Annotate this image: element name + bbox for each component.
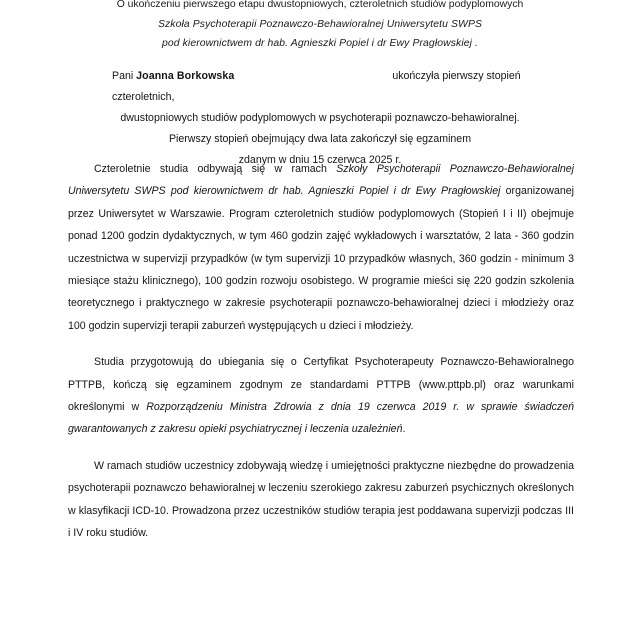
paragraph-competencies bbox=[68, 455, 574, 545]
recipient-block bbox=[68, 66, 572, 171]
recipient-program-line: dwustopniowych studiów podyplomowych w psychoterapii poznawczo-behawioralnej. bbox=[120, 112, 520, 124]
p1-segment-italic: Szkoły Psychoterapii Poznawczo-Behawioralnej Uniwersytetu SWPS pod kierownictwem dr hab. Agnieszki Popiel i dr Ewy Pragłowskiej bbox=[68, 163, 574, 198]
document-header bbox=[68, 0, 572, 54]
paragraph-program-description bbox=[68, 158, 574, 337]
header-line-directors: pod kierownictwem dr hab. Agnieszki Popiel i dr Ewy Pragłowskiej . bbox=[161, 38, 479, 49]
p1-segment-1: Czteroletnie studia odbywają się w ramach bbox=[94, 163, 337, 175]
header-line-school: Szkoła Psychoterapii Poznawczo-Behawioralnej Uniwersytetu SWPS bbox=[157, 18, 483, 30]
p2-segment-3: . bbox=[402, 423, 406, 436]
header-line-subject: O ukończeniu pierwszego etapu dwustopniowych, czteroletnich studiów podyplomowych bbox=[116, 0, 524, 10]
p2-segment-italic: Rozporządzeniu Ministra Zdrowia z dnia 19 czerwca 2019 r. w sprawie świadczeń gwarantowanych z zakresu opieki psychiatrycznej i leczenia uzależnień bbox=[68, 401, 574, 436]
paragraph-certification bbox=[68, 351, 574, 441]
p1-segment-3: organizowanej przez Uniwersytet w Warszawie. Program czteroletnich studiów podyplomowych (Stopień I i II) obejmuje ponad 1200 godzin dydaktycznych, w tym 460 godzin zajęć wykładowych i warsztatów, 2 lata - 360 godzin uczestnictwa w supervizji przypadków (w tym supervizji 10 przypadków własnych, 360 godzin - minimum 3 miesiące stażu klinicznego), 100 godzin rozwoju osobistego. W programie mieści się 220 godzin szkolenia teoretycznego i praktycznego w zakresie psychoterapii poznawczo-behawioralnej dzieci i młodzieży oraz 100 godzin supervizji terapii zaburzeń występujących u dzieci i młodzieży. bbox=[68, 185, 574, 332]
document-body bbox=[68, 158, 574, 559]
p2-segment-1: Studia przygotowują do ubiegania się o Certyfikat Psychoterapeuty Poznawczo-Behawioralnego PTTPB, kończą się egzaminem zgodnym ze standardami PTTPB (www.pttpb.pl) oraz warunkami określonymi w bbox=[68, 356, 574, 414]
recipient-exam-date-line: zdanym w dniu 15 czerwca 2025 r. bbox=[238, 154, 402, 166]
recipient-salutation: Pani bbox=[112, 70, 134, 82]
recipient-line1-tail: ukończyła pierwszy stopień czteroletnich, bbox=[112, 70, 521, 103]
recipient-name: Joanna Borkowska bbox=[136, 70, 235, 82]
recipient-stage-line: Pierwszy stopień obejmujący dwa lata zakończył się egzaminem bbox=[168, 133, 472, 145]
recipient-name-line bbox=[68, 66, 572, 108]
p3-text: W ramach studiów uczestnicy zdobywają wiedzę i umiejętności praktyczne niezbędne do prowadzenia psychoterapii poznawczo behawioralnej w leczeniu szerokiego zakresu zaburzeń psychicznych określonych w klasyfikacji ICD-10. Prowadzona przez uczestników studiów terapia jest poddawana supervizji podczas III i IV roku studiów. bbox=[68, 459, 574, 540]
